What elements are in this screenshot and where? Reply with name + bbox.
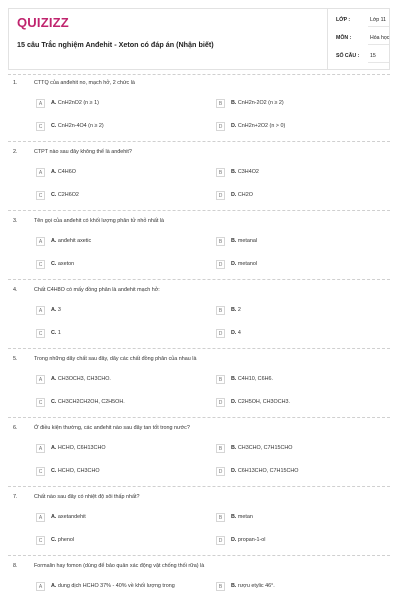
option-letter-box: D [216,122,225,131]
answer-option-d[interactable] [216,122,386,135]
answer-option-c[interactable] [36,467,206,480]
question-text: Formalin hay fomon (dùng để bảo quản xác động vật chống thối rữa) là [34,563,205,569]
option-prefix: D. [231,192,237,198]
option-prefix: B. [231,376,237,382]
answer-option-a[interactable] [36,168,206,181]
option-letter-box: A [36,168,45,177]
divider [8,417,390,418]
option-prefix: B. [231,583,237,589]
option-text: axeton [57,261,75,267]
meta-row-grade [328,11,391,27]
option-letter-box: A [36,513,45,522]
option-text: CH3OCH3, CH3CHO. [57,376,111,382]
option-prefix: C. [51,192,57,198]
option-letter-box: B [216,168,225,177]
option-label [231,169,259,175]
option-letter-box: C [36,329,45,338]
option-letter-box: B [216,444,225,453]
divider [8,210,390,211]
option-letter-box: C [36,536,45,545]
answer-option-a[interactable] [36,237,206,250]
option-text: 3 [57,307,61,313]
answer-option-b[interactable] [216,237,386,250]
option-prefix: A. [51,100,57,106]
answer-option-b[interactable] [216,582,386,595]
answer-option-c[interactable] [36,536,206,549]
page-title: 15 câu Trắc nghiệm Anđehit - Xeton có đáp án (Nhận biết) [17,40,214,49]
option-prefix: A. [51,307,57,313]
option-prefix: D. [231,399,237,405]
option-prefix: B. [231,100,237,106]
question-text: Trong những dãy chất sau đây, dãy các chất đồng phân của nhau là [34,356,197,362]
answer-option-c[interactable] [36,260,206,273]
option-prefix: B. [231,445,237,451]
option-text: CH3CHO, C7H15CHO [237,445,293,451]
question-number: 2. [13,149,18,155]
option-letter-box: B [216,99,225,108]
option-prefix: A. [51,445,57,451]
option-text: propan-1-ol [237,537,266,543]
option-prefix: B. [231,238,237,244]
answer-option-b[interactable] [216,375,386,388]
worksheet-header [8,8,390,70]
question-number: 1. [13,80,18,86]
option-text: HCHO, CH3CHO [57,468,100,474]
option-letter-box: A [36,375,45,384]
option-label [231,192,253,198]
option-letter-box: B [216,582,225,591]
option-label [51,537,74,543]
option-label [231,537,265,543]
option-text: C4H10, C6H6. [237,376,273,382]
option-text: phenol [57,537,75,543]
option-prefix: A. [51,583,57,589]
answer-option-c[interactable] [36,329,206,342]
question-number: 5. [13,356,18,362]
option-letter-box: C [36,467,45,476]
option-prefix: B. [231,514,237,520]
option-label [231,583,275,589]
meta-key: MÔN : [336,35,352,41]
option-label [231,468,298,474]
option-letter-box: C [36,398,45,407]
option-prefix: D. [231,123,237,129]
option-text: metanol [237,261,258,267]
option-label [51,238,91,244]
option-text: HCHO, C6H13CHO [57,445,106,451]
option-label [51,123,104,129]
option-prefix: C. [51,537,57,543]
option-letter-box: A [36,444,45,453]
option-prefix: C. [51,399,57,405]
option-text: rượu etylic 46°. [237,583,275,589]
option-letter-box: C [36,122,45,131]
option-label [51,445,106,451]
option-label [231,261,257,267]
option-label [231,123,285,129]
meta-key: LỚP : [336,17,351,23]
answer-option-b[interactable] [216,306,386,319]
option-letter-box: C [36,260,45,269]
option-label [51,376,111,382]
answer-option-d[interactable] [216,536,386,549]
option-prefix: A. [51,238,57,244]
option-letter-box: A [36,582,45,591]
option-letter-box: D [216,398,225,407]
option-letter-box: D [216,536,225,545]
option-label [231,376,273,382]
option-label [51,261,74,267]
answer-option-a[interactable] [36,99,206,112]
option-text: C2H6O2 [57,192,79,198]
option-label [231,307,241,313]
divider [8,348,390,349]
option-letter-box: D [216,329,225,338]
option-letter-box: B [216,375,225,384]
quizizz-logo: QUIZIZZ [17,15,69,30]
option-letter-box: B [216,306,225,315]
question-text: Chất nào sau đây có nhiệt độ sôi thấp nhất? [34,494,140,500]
option-text: C3H4O2 [237,169,259,175]
question-text: CTTQ của anđehit no, mạch hở, 2 chức là [34,80,135,86]
divider [8,279,390,280]
answer-option-a[interactable] [36,375,206,388]
divider [8,486,390,487]
answer-option-a[interactable] [36,582,206,595]
option-text: CnH2n+2O2 (n > 0) [237,123,286,129]
option-letter-box: C [36,191,45,200]
meta-panel [327,9,391,69]
option-label [231,399,290,405]
question-number: 6. [13,425,18,431]
option-text: axetandehit [57,514,86,520]
meta-value: Hóa học [370,35,390,41]
option-prefix: C. [51,123,57,129]
option-label [51,100,99,106]
option-prefix: D. [231,261,237,267]
meta-row-count [328,47,391,63]
option-prefix: C. [51,468,57,474]
question-number: 7. [13,494,18,500]
question-text: Chất C4H8O có mấy đồng phân là anđehit mạch hở: [34,287,160,293]
option-text: metanal [237,238,258,244]
option-letter-box: B [216,237,225,246]
option-label [231,238,257,244]
option-text: C2H5OH, CH3OCH3. [237,399,291,405]
meta-value: Lớp 11 [370,17,386,23]
option-letter-box: D [216,260,225,269]
answer-option-c[interactable] [36,398,206,411]
option-letter-box: B [216,513,225,522]
option-text: 1 [57,330,61,336]
option-prefix: D. [231,330,237,336]
option-label [51,330,61,336]
option-label [231,514,253,520]
question-number: 3. [13,218,18,224]
option-prefix: B. [231,307,237,313]
option-text: CnH2nO2 (n ≥ 1) [57,100,99,106]
option-label [51,307,61,313]
question-text: Tên gọi của anđehit có khối lượng phân tử nhỏ nhất là [34,218,165,224]
option-text: 4 [237,330,241,336]
answer-option-d[interactable] [216,329,386,342]
meta-key: SỐ CÂU : [336,53,360,59]
question-number: 4. [13,287,18,293]
divider [8,74,390,75]
answer-option-d[interactable] [216,467,386,480]
option-text: C6H13CHO, C7H15CHO [237,468,299,474]
option-prefix: A. [51,376,57,382]
option-text: CH3CH2CH2OH, C2H5OH. [57,399,125,405]
option-letter-box: D [216,191,225,200]
option-text: C4H6O [57,169,76,175]
divider [8,555,390,556]
option-letter-box: A [36,306,45,315]
option-prefix: A. [51,169,57,175]
option-prefix: D. [231,537,237,543]
divider [8,141,390,142]
option-prefix: B. [231,169,237,175]
meta-value: 15 [370,53,376,59]
option-text: metan [237,514,253,520]
option-label [231,100,284,106]
answer-option-b[interactable] [216,99,386,112]
option-text: anđehit axetic [57,238,92,244]
question-text: Ở điều kiện thường, các anđehit nào sau đây tan tốt trong nước? [34,425,190,431]
option-letter-box: D [216,467,225,476]
meta-row-subject [328,29,391,45]
option-text: 2 [237,307,241,313]
answer-option-d[interactable] [216,260,386,273]
option-label [51,399,125,405]
option-prefix: D. [231,468,237,474]
option-prefix: C. [51,261,57,267]
option-prefix: A. [51,514,57,520]
answer-option-c[interactable] [36,191,206,204]
answer-option-a[interactable] [36,513,206,526]
answer-option-b[interactable] [216,513,386,526]
option-label [51,192,79,198]
option-prefix: C. [51,330,57,336]
option-label [51,468,100,474]
question-number: 8. [13,563,18,569]
option-letter-box: A [36,99,45,108]
answer-option-a[interactable] [36,306,206,319]
answer-option-d[interactable] [216,398,386,411]
option-letter-box: A [36,237,45,246]
answer-option-b[interactable] [216,168,386,181]
question-text: CTPT nào sau đây không thể là anđehit? [34,149,132,155]
answer-option-c[interactable] [36,122,206,135]
answer-option-d[interactable] [216,191,386,204]
answer-option-a[interactable] [36,444,206,457]
option-label [231,330,241,336]
option-text: CnH2n-2O2 (n ≥ 2) [237,100,284,106]
option-text: CH2O [237,192,253,198]
answer-option-b[interactable] [216,444,386,457]
option-text: CnH2n-4O4 (n ≥ 2) [57,123,104,129]
option-label [51,583,175,589]
option-label [51,514,86,520]
option-label [51,169,76,175]
option-text: dung dịch HCHO 37% - 40% về khối lượng trong [57,583,175,589]
option-label [231,445,292,451]
